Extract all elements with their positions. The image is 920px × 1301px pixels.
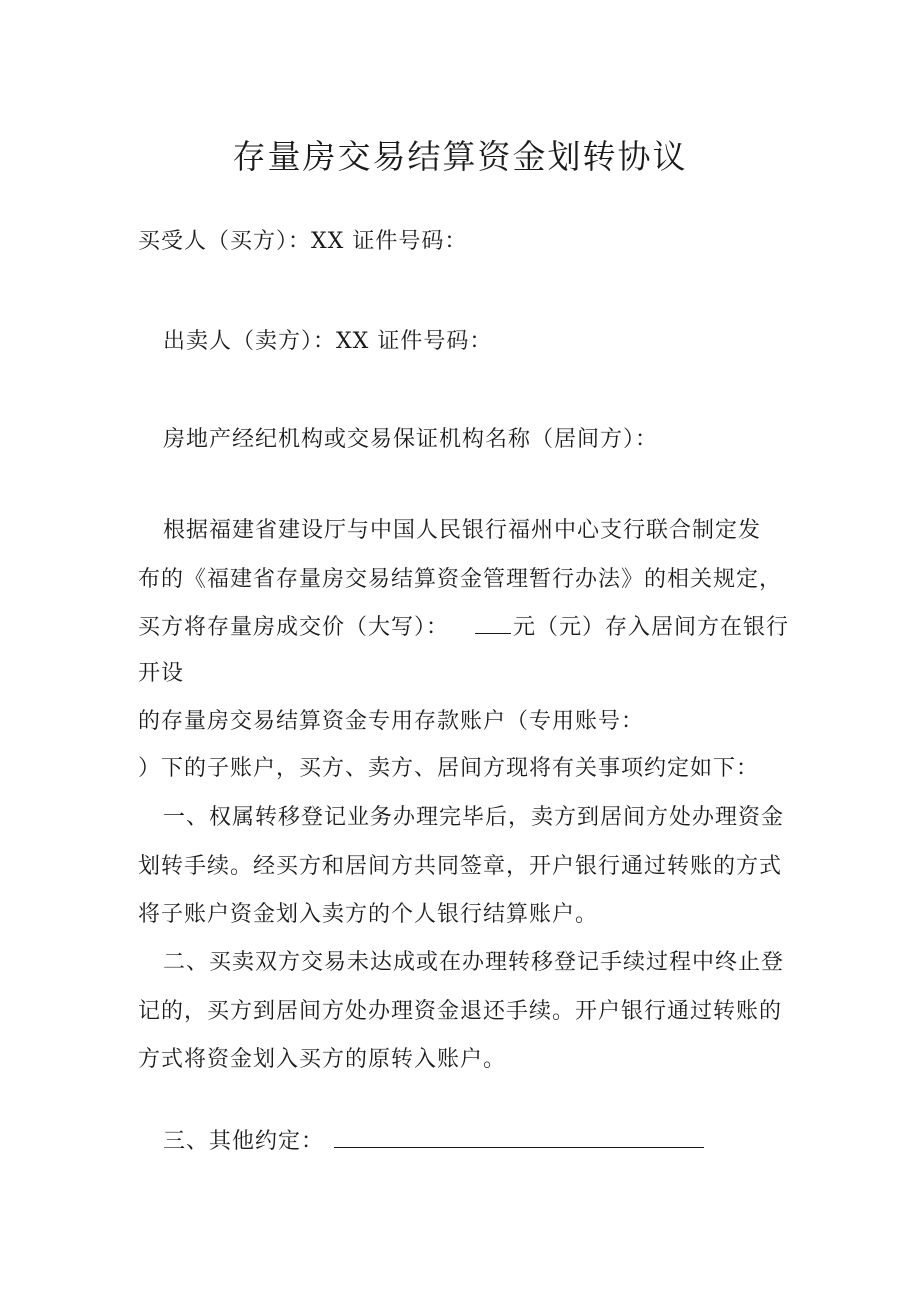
intro-line-4: 开设 [138,661,185,686]
intro-line-1: 根据福建省建设厅与中国人民银行福州中心支行联合制定发 [163,518,762,543]
price-blank [475,611,511,634]
clause-1-line-1: 一、权属转移登记业务办理完毕后，卖方到居间方处办理资金 [163,805,785,830]
clause-2-line-3: 方式将资金划入买方的原转入账户。 [138,1047,507,1072]
clause-2-line-1: 二、买卖双方交易未达成或在办理转移登记手续过程中终止登 [163,950,785,975]
intro-line-5: 的存量房交易结算资金专用存款账户（专用账号： [138,709,645,734]
agent-line: 房地产经纪机构或交易保证机构名称（居间方）： [163,427,659,452]
clause-3-label: 三、其他约定： [163,1129,325,1154]
clause-2-line-2: 记的，买方到居间方处办理资金退还手续。开户银行通过转账的 [138,999,783,1024]
intro-line-6: ）下的子账户，买方、卖方、居间方现将有关事项约定如下： [138,756,760,781]
intro-line-2: 布的《福建省存量房交易结算资金管理暂行办法》的相关规定， [138,567,783,592]
intro-line-3 [138,611,789,644]
buyer-line: 买受人（买方）：XX 证件号码： [138,229,468,254]
clause-1-line-3: 将子账户资金划入卖方的个人银行结算账户。 [138,902,599,927]
seller-line: 出卖人（卖方）：XX 证件号码： [163,329,493,354]
intro-line-3-prefix: 买方将存量房成交价（大写）： [138,615,450,640]
clause-1-line-2: 划转手续。经买方和居间方共同签章，开户银行通过转账的方式 [138,854,783,879]
other-terms-blank [334,1125,704,1148]
clause-3-line [163,1125,704,1158]
intro-line-3-suffix: 元（元）存入居间方在银行 [513,615,790,640]
document-title: 存量房交易结算资金划转协议 [232,137,688,176]
